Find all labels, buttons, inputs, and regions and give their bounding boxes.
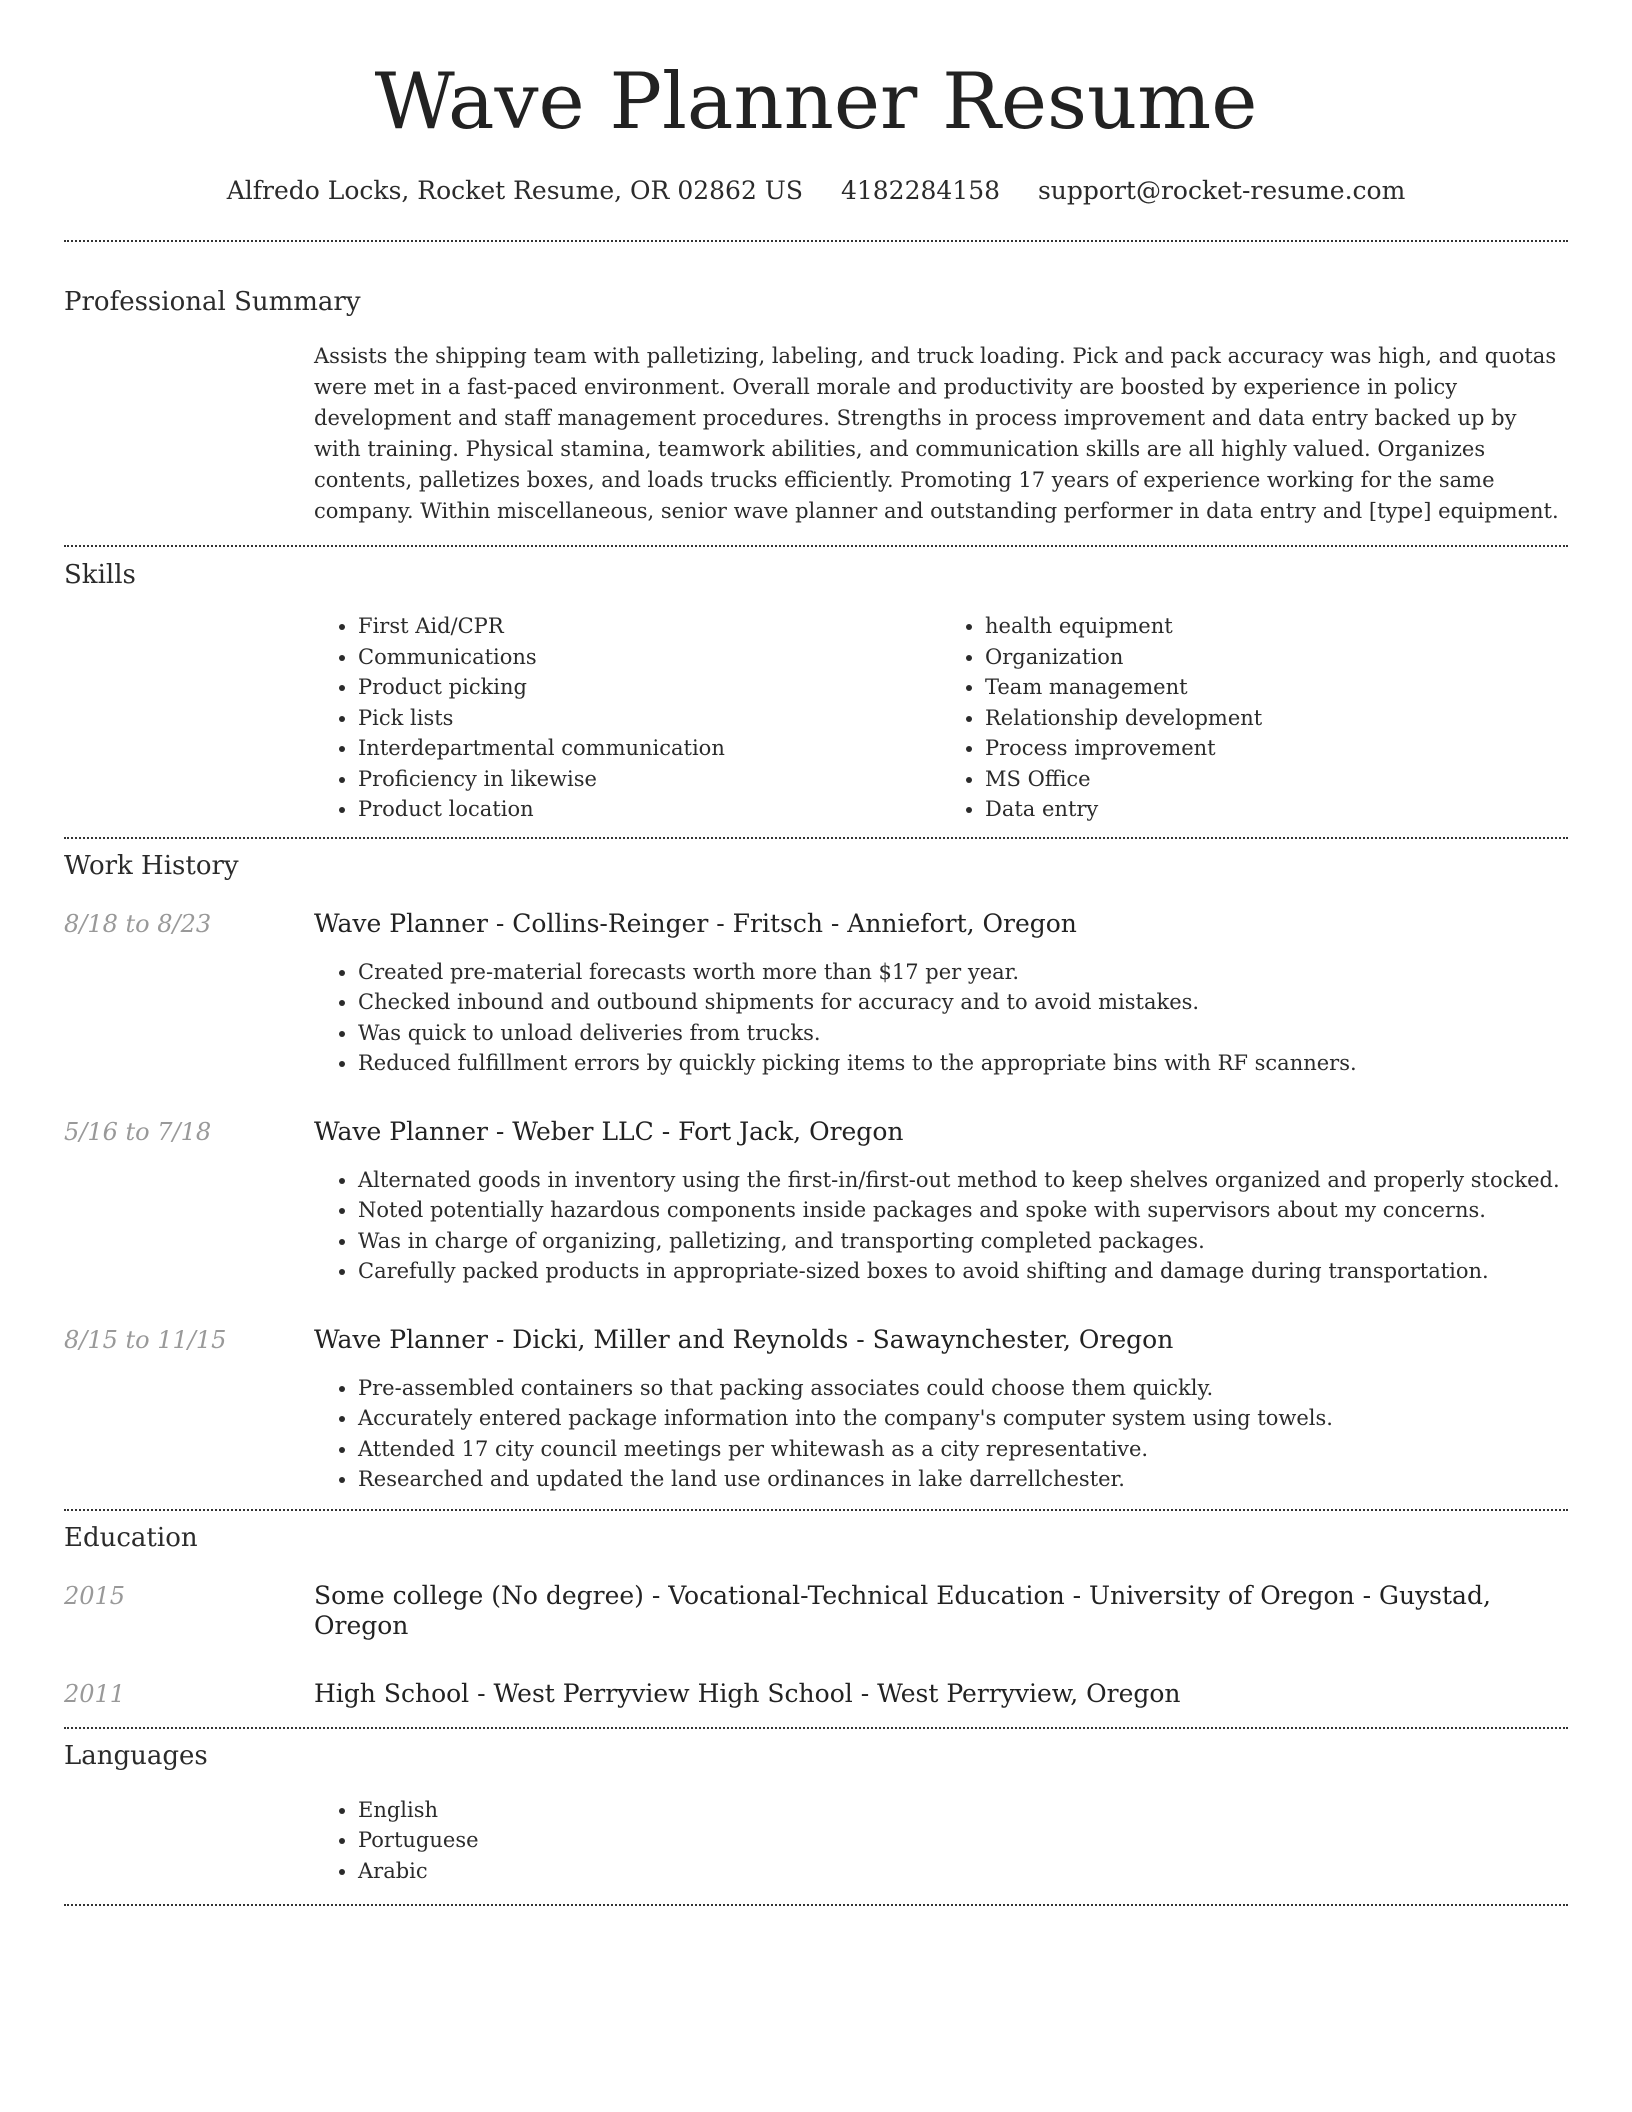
job-bullet: • Was in charge of organizing, palletizing, and transporting completed packages. xyxy=(358,1226,1568,1257)
section-title-education: Education xyxy=(64,1522,198,1553)
languages-section xyxy=(64,1729,1568,1887)
job-dates: 8/18 to 8/23 xyxy=(64,909,212,938)
job-entry xyxy=(64,909,1568,1079)
contact-line xyxy=(64,176,1568,206)
contact-phone: 4182284158 xyxy=(840,176,1001,205)
job-title: Wave Planner - Weber LLC - Fort Jack, Oregon xyxy=(314,1116,904,1146)
skill-item: • Data entry xyxy=(985,794,1568,825)
job-title: Wave Planner - Collins-Reinger - Fritsch - Anniefort, Oregon xyxy=(314,908,1077,938)
summary-section xyxy=(64,242,1568,527)
language-item: • Arabic xyxy=(358,1856,1568,1887)
contact-email: support@rocket-resume.com xyxy=(1037,176,1406,205)
skill-item: • Organization xyxy=(985,642,1568,673)
job-title: Wave Planner - Dicki, Miller and Reynolds - Sawaynchester, Oregon xyxy=(314,1324,1174,1354)
job-bullet: • Carefully packed products in appropriate-sized boxes to avoid shifting and damage during transportation. xyxy=(358,1256,1568,1287)
skills-list-right xyxy=(941,611,1568,825)
skill-item: • Interdepartmental communication xyxy=(358,733,941,764)
skills-list-left xyxy=(314,611,941,825)
job-bullet: • Researched and updated the land use ordinances in lake darrellchester. xyxy=(358,1464,1568,1495)
resume-title: Wave Planner Resume xyxy=(374,57,1258,147)
job-bullet: • Accurately entered package information into the company's computer system using towels. xyxy=(358,1403,1568,1434)
job-entry xyxy=(64,1325,1568,1495)
skill-item: • Communications xyxy=(358,642,941,673)
language-item: • English xyxy=(358,1795,1568,1826)
divider xyxy=(64,1904,1568,1906)
skill-item: • Relationship development xyxy=(985,703,1568,734)
job-dates: 8/15 to 11/15 xyxy=(64,1325,227,1354)
education-entry xyxy=(64,1581,1568,1641)
skill-item: • Product picking xyxy=(358,672,941,703)
skill-item: • Proficiency in likewise xyxy=(358,764,941,795)
education-year: 2011 xyxy=(64,1679,126,1708)
education-entry xyxy=(64,1679,1568,1709)
language-item: • Portuguese xyxy=(358,1825,1568,1856)
education-detail: Some college (No degree) - Vocational-Technical Education - University of Oregon - Guystad, Oregon xyxy=(314,1580,1491,1640)
job-bullet: • Attended 17 city council meetings per whitewash as a city representative. xyxy=(358,1434,1568,1465)
job-bullet: • Pre-assembled containers so that packing associates could choose them quickly. xyxy=(358,1373,1568,1404)
education-year: 2015 xyxy=(64,1581,126,1610)
job-entry xyxy=(64,1117,1568,1287)
work-section xyxy=(64,839,1568,1495)
job-bullet: • Created pre-material forecasts worth more than $17 per year. xyxy=(358,957,1568,988)
resume-page xyxy=(64,0,1568,1906)
job-bullets xyxy=(314,1373,1568,1495)
job-bullet: • Noted potentially hazardous components inside packages and spoke with supervisors about my concerns. xyxy=(358,1195,1568,1226)
job-bullet: • Alternated goods in inventory using the first-in/first-out method to keep shelves organized and properly stocked. xyxy=(358,1165,1568,1196)
job-bullets xyxy=(314,1165,1568,1287)
skill-item: • Process improvement xyxy=(985,733,1568,764)
contact-address: Alfredo Locks, Rocket Resume, OR 02862 US xyxy=(226,176,803,205)
summary-text: Assists the shipping team with palletizing, labeling, and truck loading. Pick and pack accuracy was high, and quotas were met in a fast-paced environment. Overall morale and productivity are boosted by experience in policy development and staff management procedures. Strengths in process improvement and data entry backed up by with training. Physical stamina, teamwork abilities, and communication skills are all highly valued. Organizes contents, palletizes boxes, and loads trucks efficiently. Promoting 17 years of experience working for the same company. Within miscellaneous, senior wave planner and outstanding performer in data entry and [type] equipment. xyxy=(314,344,1559,523)
job-bullet: • Reduced fulfillment errors by quickly picking items to the appropriate bins with RF scanners. xyxy=(358,1048,1568,1079)
languages-list xyxy=(314,1795,1568,1887)
section-title-summary: Professional Summary xyxy=(64,287,361,317)
job-bullet: • Was quick to unload deliveries from trucks. xyxy=(358,1018,1568,1049)
skills-section xyxy=(64,547,1568,825)
job-bullet: • Checked inbound and outbound shipments for accuracy and to avoid mistakes. xyxy=(358,987,1568,1018)
skill-item: • Product location xyxy=(358,794,941,825)
skill-item: • Pick lists xyxy=(358,703,941,734)
job-dates: 5/16 to 7/18 xyxy=(64,1117,212,1146)
skill-item: • Team management xyxy=(985,672,1568,703)
skill-item: • health equipment xyxy=(985,611,1568,642)
education-section xyxy=(64,1511,1568,1709)
section-title-skills: Skills xyxy=(64,560,136,590)
section-title-work: Work History xyxy=(64,850,239,881)
skill-item: • MS Office xyxy=(985,764,1568,795)
job-bullets xyxy=(314,957,1568,1079)
skill-item: • First Aid/CPR xyxy=(358,611,941,642)
section-title-languages: Languages xyxy=(64,1740,208,1771)
education-detail: High School - West Perryview High School - West Perryview, Oregon xyxy=(314,1678,1181,1708)
